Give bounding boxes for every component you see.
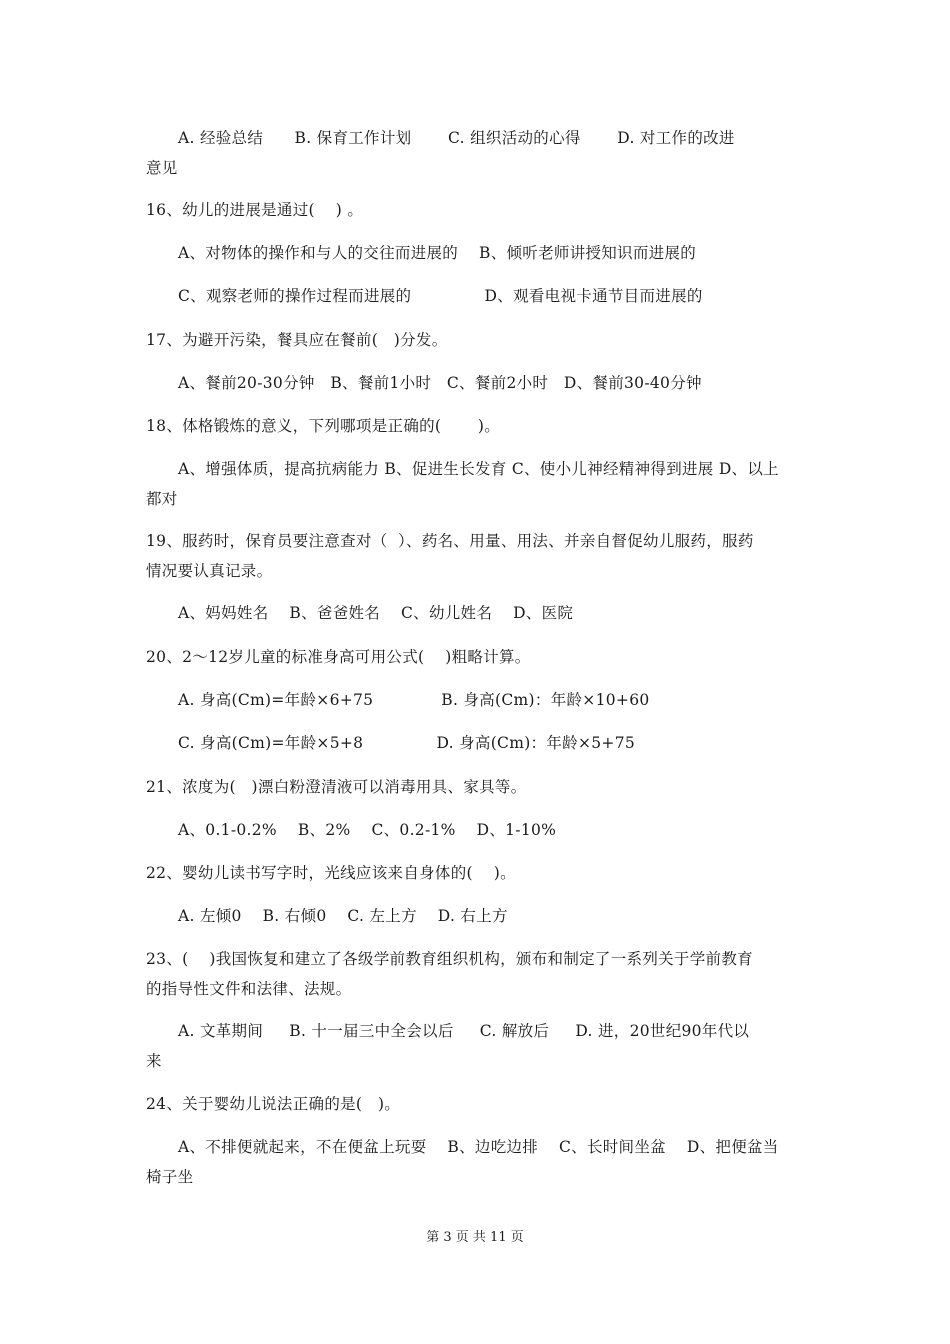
q18-options: A、增强体质，提高抗病能力 B、促进生长发育 C、使小儿神经精神得到进展 D、以上 (178, 460, 779, 478)
question-16: 16、幼儿的进展是通过( ) 。 (146, 201, 364, 219)
question-19-continued: 情况要认真记录。 (146, 562, 273, 580)
question-22: 22、婴幼儿读书写字时，光线应该来自身体的( )。 (146, 864, 516, 882)
q16-options-line-1: A、对物体的操作和与人的交往而进展的 B、倾听老师讲授知识而进展的 (178, 244, 697, 262)
q22-options: A. 左倾0 B. 右倾0 C. 左上方 D. 右上方 (178, 907, 508, 925)
q16-options-line-2: C、观察老师的操作过程而进展的 D、观看电视卡通节目而进展的 (178, 287, 703, 305)
question-24: 24、关于婴幼儿说法正确的是( )。 (146, 1095, 401, 1113)
question-18: 18、体格锻炼的意义，下列哪项是正确的( )。 (146, 417, 501, 435)
q17-options: A、餐前20-30分钟 B、餐前1小时 C、餐前2小时 D、餐前30-40分钟 (178, 374, 702, 392)
q24-options: A、不排便就起来，不在便盆上玩耍 B、边吃边排 C、长时间坐盆 D、把便盆当 (178, 1138, 779, 1156)
q20-options-line-1: A. 身高(Cm)=年龄×6+75 B. 身高(Cm)：年龄×10+60 (178, 691, 650, 709)
page-footer: 第 3 页 共 11 页 (426, 1230, 524, 1245)
question-23: 23、( )我国恢复和建立了各级学前教育组织机构，颁布和制定了一系列关于学前教育 (146, 950, 753, 968)
q23-options-continued: 来 (146, 1052, 162, 1070)
q23-options: A. 文革期间 B. 十一届三中全会以后 C. 解放后 D. 进，20世纪90年代以 (178, 1022, 750, 1040)
q19-options: A、妈妈姓名 B、爸爸姓名 C、幼儿姓名 D、医院 (178, 604, 574, 622)
q24-options-continued: 椅子坐 (146, 1168, 194, 1186)
q20-options-line-2: C. 身高(Cm)=年龄×5+8 D. 身高(Cm)：年龄×5+75 (178, 734, 636, 752)
question-23-continued: 的指导性文件和法律、法规。 (146, 980, 352, 998)
question-19: 19、服药时，保育员要注意查对（ ）、药名、用量、用法、并亲自督促幼儿服药，服药 (146, 532, 754, 550)
question-17: 17、为避开污染，餐具应在餐前( )分发。 (146, 331, 448, 349)
q21-options: A、0.1-0.2% B、2% C、0.2-1% D、1-10% (178, 821, 557, 839)
q15-options: A. 经验总结 B. 保育工作计划 C. 组织活动的心得 D. 对工作的改进 (178, 129, 735, 147)
question-20: 20、2～12岁儿童的标准身高可用公式( )粗略计算。 (146, 648, 531, 666)
question-21: 21、浓度为( )漂白粉澄清液可以消毒用具、家具等。 (146, 778, 527, 796)
q15-options-continued: 意见 (146, 159, 178, 177)
q18-options-continued: 都对 (146, 490, 178, 508)
